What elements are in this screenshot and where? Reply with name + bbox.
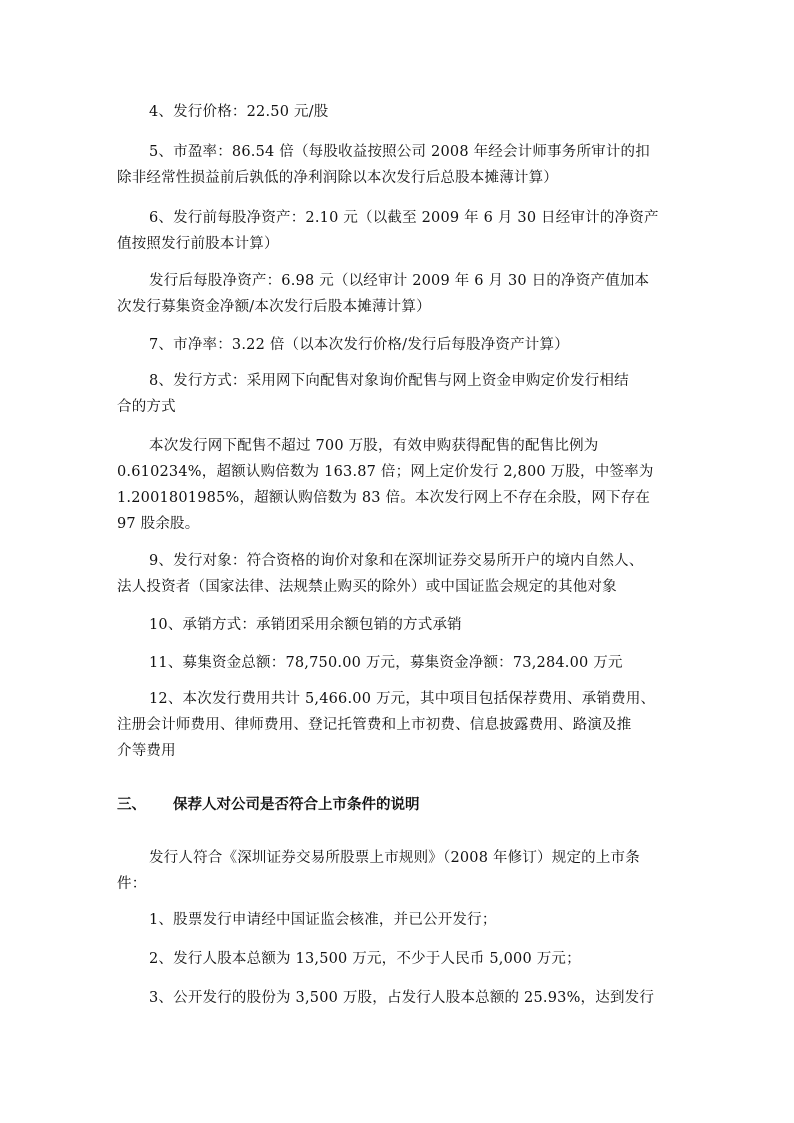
section-number: 三、 [117,797,146,813]
paragraph-listing-conditions-intro [117,845,681,897]
paragraph-fund-raising [117,650,681,676]
paragraph-pe-ratio [117,139,681,191]
paragraph-condition-2 [117,946,681,972]
text-line: 3、公开发行的股份为 3,500 万股，占发行人股本总额的 25.93%，达到发行 [149,990,655,1006]
text-line: 5、市盈率：86.54 倍（每股收益按照公司 2008 年经会计师事务所审计的扣 [149,144,650,160]
text-line: 9、发行对象：符合资格的询价对象和在深圳证券交易所开户的境内自然人、 [149,553,644,569]
text-line: 0.610234%，超额认购倍数为 163.87 倍；网上定价发行 2,800 万股，中签率为 [117,464,654,480]
text-line: 发行人符合《深圳证券交易所股票上市规则》（2008 年修订）规定的上市条 [149,850,640,866]
text-line: 次发行募集资金净额/本次发行后股本摊薄计算） [117,299,431,315]
paragraph-pre-issue-nav [117,205,681,257]
text-line: 除非经常性损益前后孰低的净利润除以本次发行后总股本摊薄计算） [117,170,558,186]
text-line: 本次发行网下配售不超过 700 万股，有效申购获得配售的配售比例为 [149,438,599,454]
text-line: 12、本次发行费用共计 5,466.00 万元，其中项目包括保荐费用、承销费用、 [149,691,656,707]
text-line: 件： [117,876,147,892]
paragraph-issue-price [117,99,681,125]
text-line: 4、发行价格：22.50 元/股 [149,104,329,120]
section-title: 保荐人对公司是否符合上市条件的说明 [173,797,420,813]
paragraph-underwriting [117,612,681,638]
text-line: 8、发行方式：采用网下向配售对象询价配售与网上资金申购定价发行相结 [149,373,629,389]
text-line: 1.2001801985%，超额认购倍数为 83 倍。本次发行网上不存在余股，网下存在 [117,490,651,506]
text-line: 1、股票发行申请经中国证监会核准，并已公开发行； [149,912,497,928]
text-line: 发行后每股净资产：6.98 元（以经审计 2009 年 6 月 30 日的净资产值加本 [149,273,650,289]
paragraph-issue-costs [117,686,681,764]
text-line: 97 股余股。 [117,516,200,532]
text-line: 7、市净率：3.22 倍（以本次发行价格/发行后每股净资产计算） [149,337,569,353]
text-line: 介等费用 [117,743,176,759]
paragraph-issue-method [117,368,681,420]
paragraph-issue-targets [117,548,681,600]
paragraph-condition-3 [117,985,681,1011]
text-line: 6、发行前每股净资产：2.10 元（以截至 2009 年 6 月 30 日经审计的净资产 [149,210,659,226]
section-heading [117,792,420,818]
text-line: 10、承销方式：承销团采用余额包销的方式承销 [149,617,462,633]
text-line: 值按照发行前股本计算） [117,236,279,252]
text-line: 注册会计师费用、律师费用、登记托管费和上市初费、信息披露费用、路演及推 [117,717,632,733]
text-line: 法人投资者（国家法律、法规禁止购买的除外）或中国证监会规定的其他对象 [117,579,617,595]
paragraph-allotment-details [117,433,681,537]
text-line: 2、发行人股本总额为 13,500 万元，不少于人民币 5,000 万元； [149,951,581,967]
text-line: 11、募集资金总额：78,750.00 万元，募集资金净额：73,284.00 万元 [149,655,623,671]
text-line: 合的方式 [117,399,176,415]
paragraph-pb-ratio [117,332,681,358]
paragraph-condition-1 [117,907,681,933]
paragraph-post-issue-nav [117,268,681,320]
